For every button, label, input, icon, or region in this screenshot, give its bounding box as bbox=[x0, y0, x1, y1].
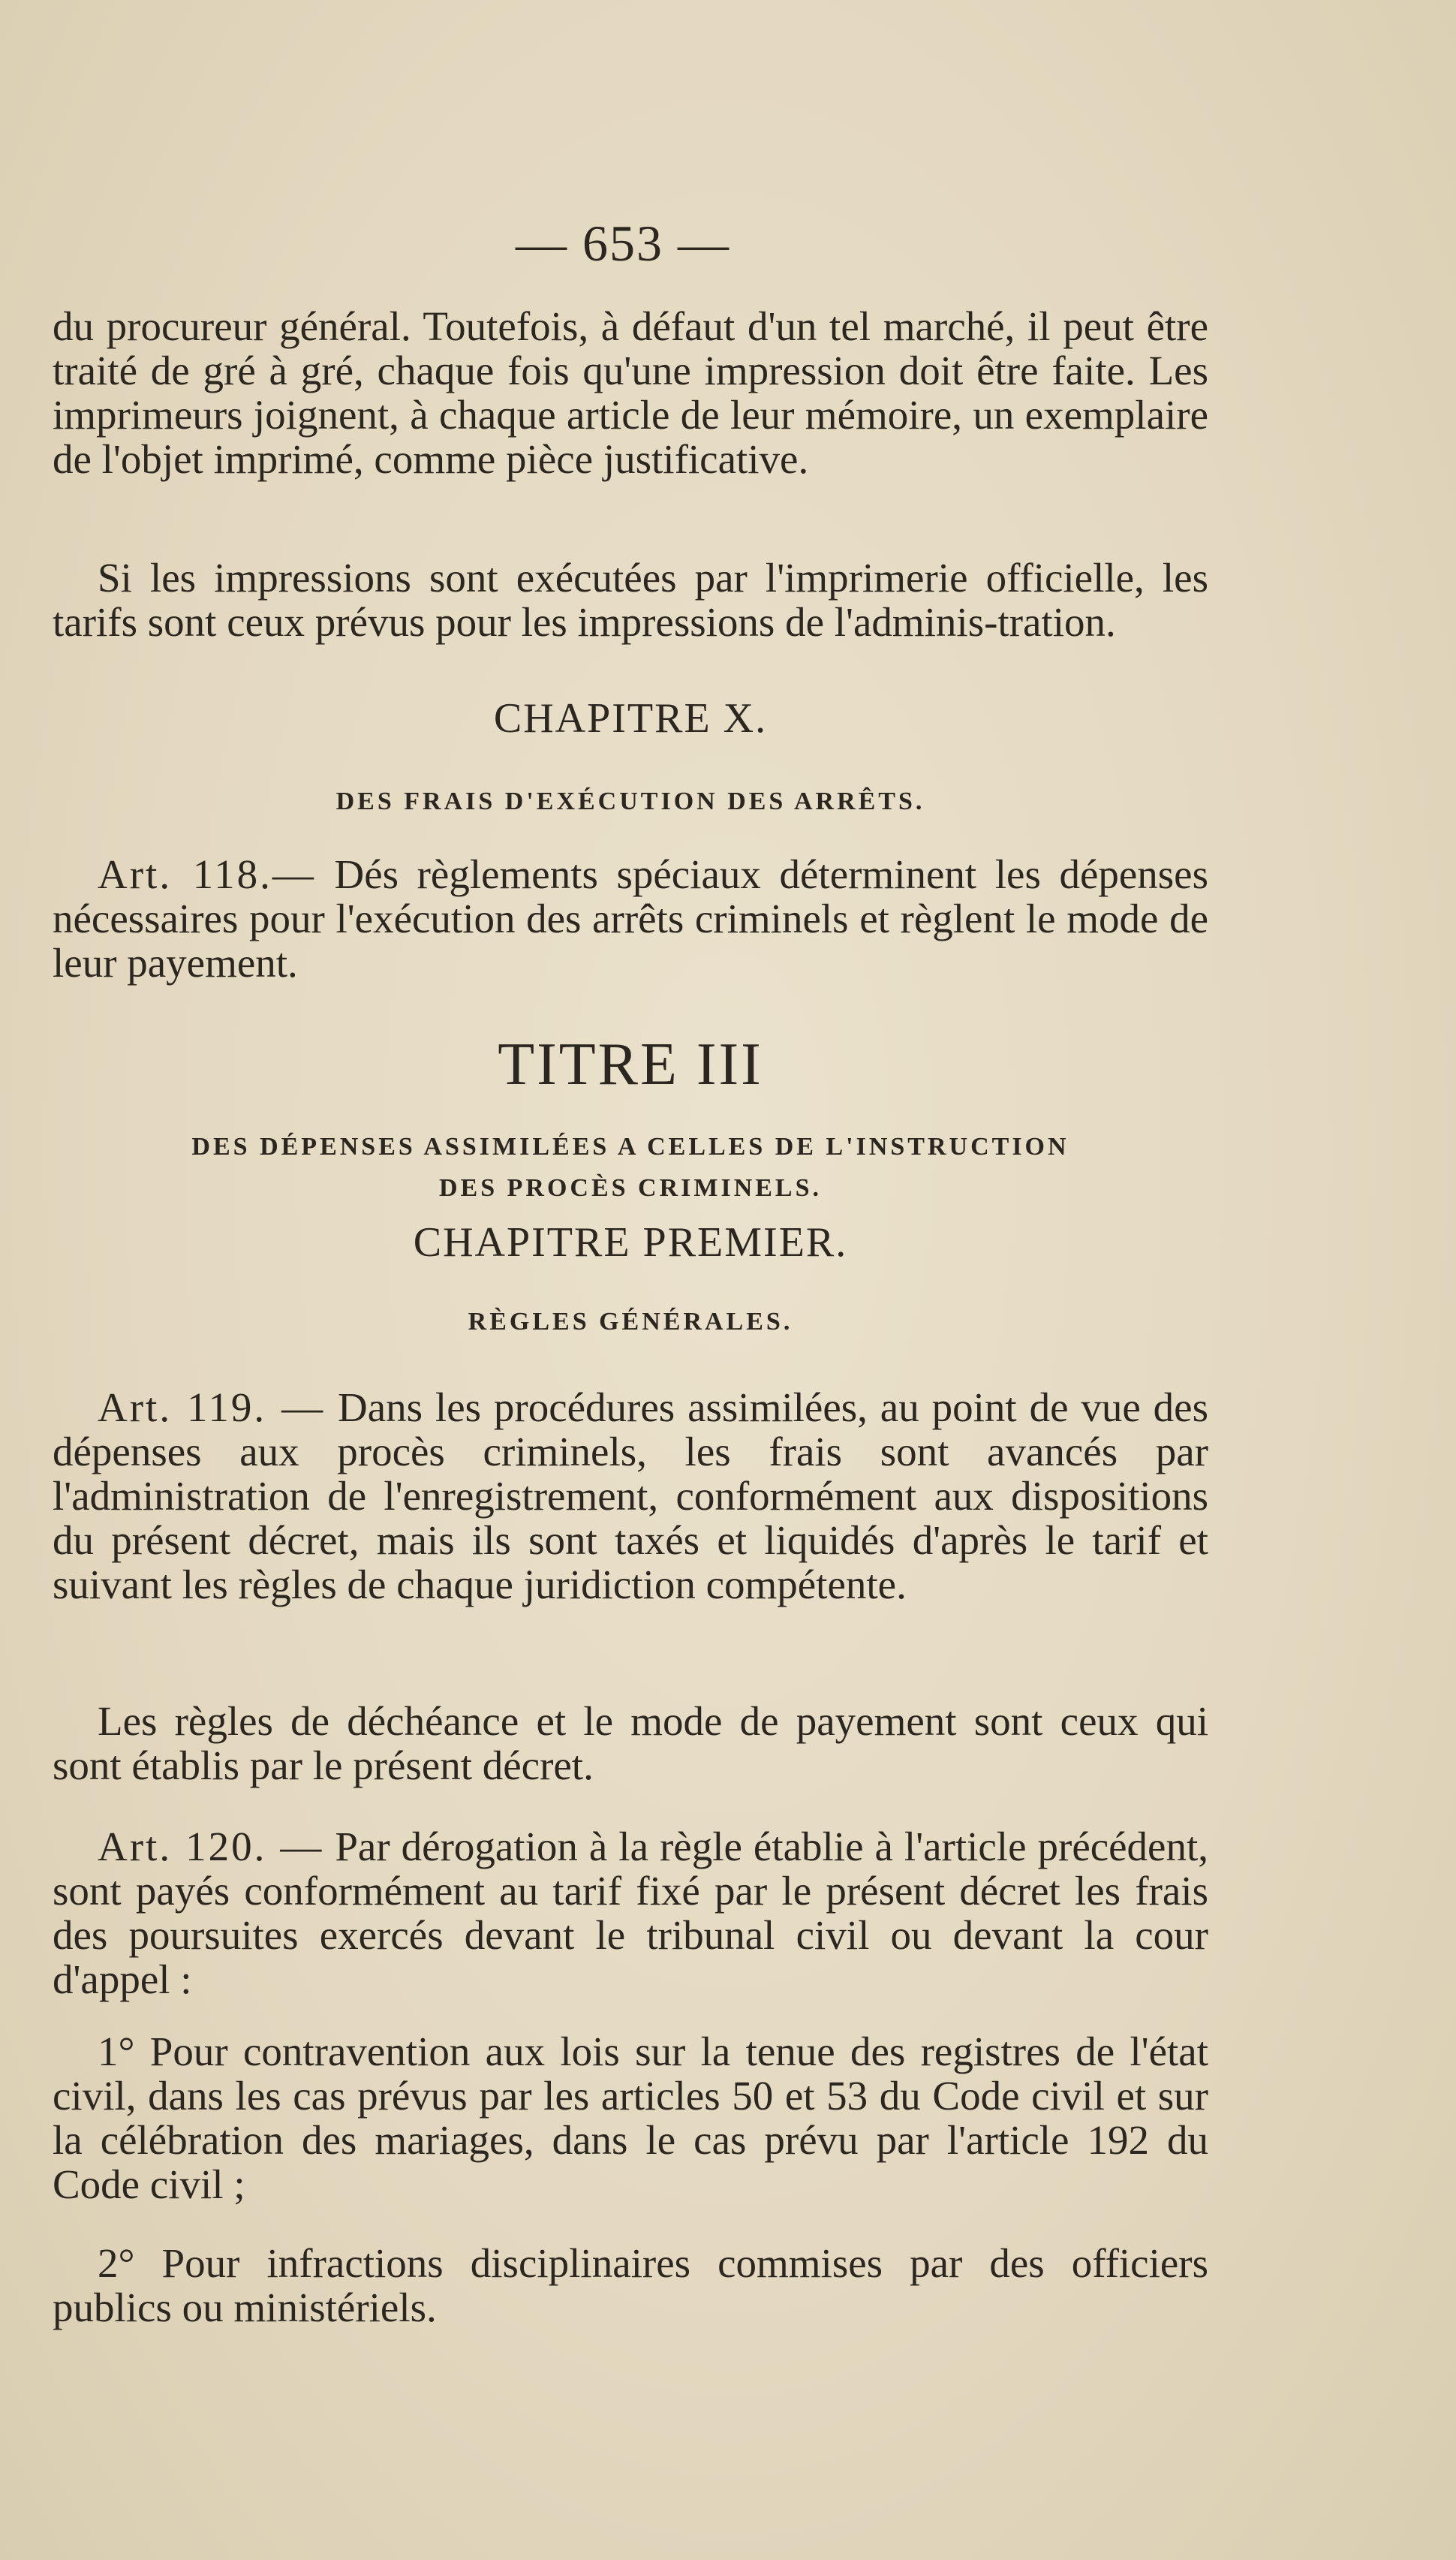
titre-iii-subheading-line-2: DES PROCÈS CRIMINELS. bbox=[438, 1174, 823, 1202]
list-item-1: 1° Pour contravention aux lois sur la tenue des registres de l'état civil, dans les cas prévus par les articles 50 et 53 du Code civil et sur la célébration des mariages, dans le cas prévu par l'article 192 du Code civil ; bbox=[53, 2028, 1208, 2207]
paragraph-impressions-officielles: Si les impressions sont exécutées par l'imprimerie officielle, les tarifs sont ceux prévus pour les impressions de l'adminis-tration. bbox=[53, 555, 1208, 645]
regles-generales-heading: RÈGLES GÉNÉRALES. bbox=[468, 1308, 793, 1336]
titre-iii-subheading-line-1: DES DÉPENSES ASSIMILÉES A CELLES DE L'INSTRUCTION bbox=[191, 1133, 1069, 1161]
article-118-label: Art. 118.— bbox=[98, 851, 316, 897]
article-119-text: Dans les procédures assimilées, au point de vue des dépenses aux procès criminels, les frais sont avancés par l'administration de l'enregistrement, conformément aux dispositions du présent décret, mais ils sont taxés et liquidés d'après le tarif et suivant les règles de chaque juridiction compétente. bbox=[53, 1384, 1208, 1607]
list-item-2: 2° Pour infractions disciplinaires commises par des officiers publics ou ministériels. bbox=[53, 2240, 1208, 2330]
article-120-label: Art. 120. — bbox=[98, 1824, 324, 1869]
chapitre-premier-heading: CHAPITRE PREMIER. bbox=[413, 1219, 848, 1266]
article-120-text: Par dérogation à la règle établie à l'article précédent, sont payés conformément au tarif fixé par le présent décret les frais des poursuites exercés devant le tribunal civil ou devant la cour d'appel : bbox=[53, 1824, 1208, 2002]
article-119-label: Art. 119. — bbox=[98, 1384, 326, 1430]
article-120 bbox=[53, 1824, 1208, 2001]
article-118 bbox=[53, 852, 1208, 985]
paragraph-regles-decheance: Les règles de déchéance et le mode de payement sont ceux qui sont établis par le présent décret. bbox=[53, 1698, 1208, 1788]
paragraph-continuation: du procureur général. Toutefois, à défaut d'un tel marché, il peut être traité de gré à gré, chaque fois qu'une impression doit être faite. Les imprimeurs joignent, à chaque article de leur mémoire, un exemplaire de l'objet imprimé, comme pièce justificative. bbox=[53, 303, 1208, 482]
page-number: — 653 — bbox=[516, 215, 730, 272]
chapter-x-subheading: DES FRAIS D'EXÉCUTION DES ARRÊTS. bbox=[335, 788, 925, 815]
chapter-x-heading: CHAPITRE X. bbox=[493, 695, 768, 742]
article-119 bbox=[53, 1385, 1208, 1607]
article-118-text: Dés règlements spéciaux déterminent les dépenses nécessaires pour l'exécution des arrêts criminels et règlent le mode de leur payement. bbox=[53, 851, 1208, 986]
titre-iii-heading: TITRE III bbox=[498, 1032, 763, 1098]
